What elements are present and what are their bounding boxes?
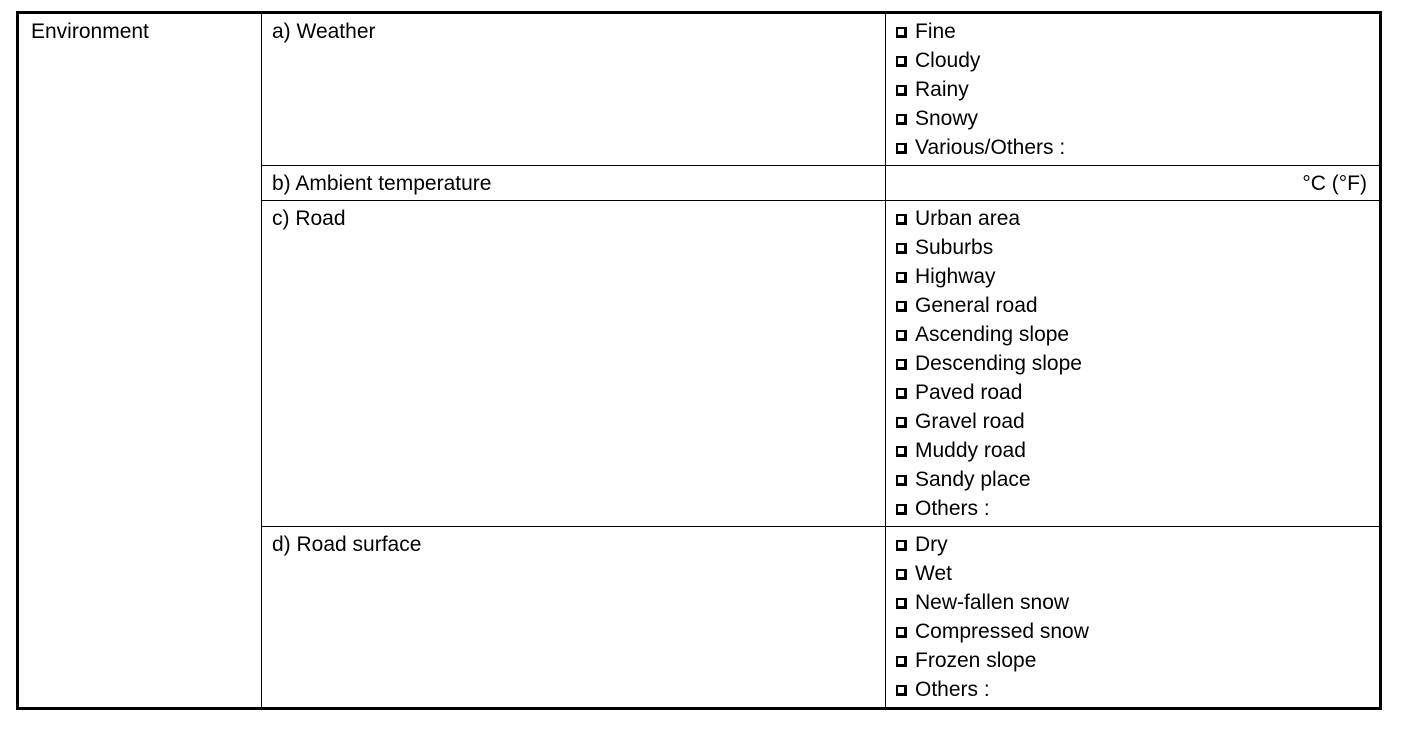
option-label: Highway [915,265,996,288]
checkbox-icon[interactable] [896,114,907,125]
category-cell [18,13,262,709]
road-item-cell [262,201,886,527]
road-option-descending-slope[interactable] [896,349,1379,378]
option-label: Wet [915,562,952,585]
checkbox-icon[interactable] [896,27,907,38]
option-label: Cloudy [915,49,981,72]
weather-options-cell [886,13,1381,166]
road-option-paved-road[interactable] [896,378,1379,407]
temperature-unit: °C (°F) [1302,172,1367,195]
checkbox-icon[interactable] [896,359,907,370]
option-label: Ascending slope [915,323,1070,346]
option-label: New-fallen snow [915,591,1070,614]
checkbox-icon[interactable] [896,540,907,551]
checkbox-icon[interactable] [896,143,907,154]
checkbox-icon[interactable] [896,214,907,225]
checkbox-icon[interactable] [896,598,907,609]
checkbox-icon[interactable] [896,627,907,638]
option-label: Various/Others : [915,136,1066,159]
road-options-cell [886,201,1381,527]
weather-option-fine[interactable] [896,17,1379,46]
option-label: Others : [915,497,990,520]
temperature-item-cell [262,166,886,201]
road-option-muddy-road[interactable] [896,436,1379,465]
weather-option-cloudy[interactable] [896,46,1379,75]
road-surface-options [896,530,1379,704]
road-option-suburbs[interactable] [896,233,1379,262]
option-label: Suburbs [915,236,994,259]
road-label: c) Road [272,207,346,230]
weather-option-rainy[interactable] [896,75,1379,104]
option-label: Dry [915,533,948,556]
road-option-highway[interactable] [896,262,1379,291]
option-label: Gravel road [915,410,1025,433]
road-surface-option-wet[interactable] [896,559,1379,588]
checkbox-icon[interactable] [896,685,907,696]
checkbox-icon[interactable] [896,243,907,254]
road-surface-option-compressed-snow[interactable] [896,617,1379,646]
road-option-others[interactable] [896,494,1379,523]
checkbox-icon[interactable] [896,504,907,515]
checkbox-icon[interactable] [896,272,907,283]
option-label: Others : [915,678,990,701]
option-label: Paved road [915,381,1023,404]
road-option-general-road[interactable] [896,291,1379,320]
checkbox-icon[interactable] [896,301,907,312]
road-surface-option-new-fallen-snow[interactable] [896,588,1379,617]
weather-option-various-others[interactable] [896,133,1379,162]
option-label: General road [915,294,1038,317]
road-surface-options-cell [886,527,1381,709]
option-label: Compressed snow [915,620,1089,643]
checkbox-icon[interactable] [896,475,907,486]
road-surface-option-dry[interactable] [896,530,1379,559]
checkbox-icon[interactable] [896,85,907,96]
option-label: Sandy place [915,468,1031,491]
category-label: Environment [31,20,149,43]
weather-options [896,17,1379,162]
checkbox-icon[interactable] [896,569,907,580]
weather-label: a) Weather [272,20,376,43]
checkbox-icon[interactable] [896,656,907,667]
option-label: Rainy [915,78,969,101]
checkbox-icon[interactable] [896,446,907,457]
road-surface-label: d) Road surface [272,533,422,556]
road-options [896,204,1379,523]
checkbox-icon[interactable] [896,330,907,341]
checkbox-icon[interactable] [896,56,907,67]
option-label: Fine [915,20,956,43]
road-option-ascending-slope[interactable] [896,320,1379,349]
option-label: Frozen slope [915,649,1037,672]
option-label: Descending slope [915,352,1082,375]
weather-item-cell [262,13,886,166]
road-option-gravel-road[interactable] [896,407,1379,436]
road-surface-option-others[interactable] [896,675,1379,704]
option-label: Urban area [915,207,1021,230]
checkbox-icon[interactable] [896,417,907,428]
checkbox-icon[interactable] [896,388,907,399]
weather-row [18,13,1381,166]
weather-option-snowy[interactable] [896,104,1379,133]
option-label: Muddy road [915,439,1026,462]
road-option-sandy-place[interactable] [896,465,1379,494]
temperature-value-cell[interactable] [886,166,1381,201]
option-label: Snowy [915,107,979,130]
road-option-urban-area[interactable] [896,204,1379,233]
road-surface-option-frozen-slope[interactable] [896,646,1379,675]
road-surface-item-cell [262,527,886,709]
environment-table [16,11,1382,710]
temperature-label: b) Ambient temperature [272,172,492,195]
